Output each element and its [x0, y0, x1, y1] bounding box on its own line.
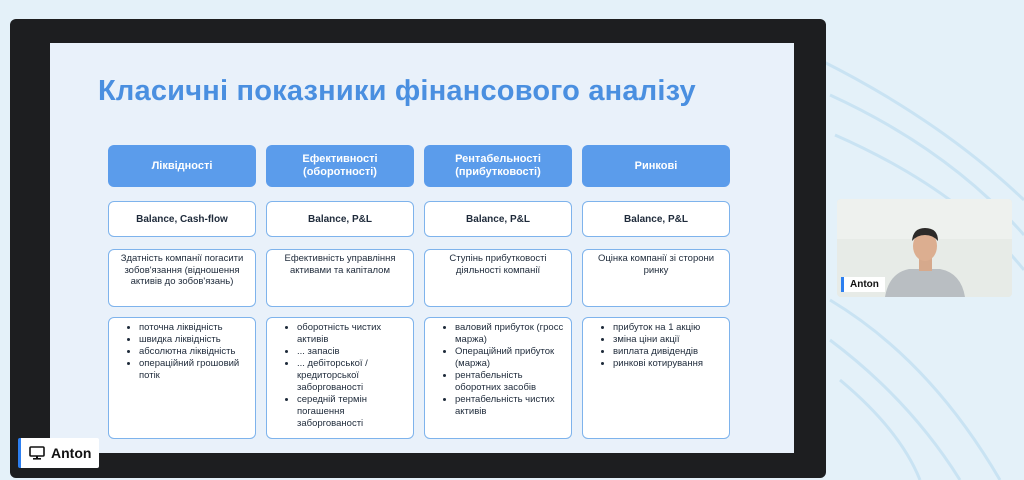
- list-item: • оборотність чистих активів: [297, 322, 407, 346]
- list-item: • поточна ліквідність: [139, 322, 249, 334]
- presenter-name: Anton: [51, 445, 92, 461]
- column-description: Оцінка компанії зі сторони ринку: [582, 249, 730, 307]
- column-items: [424, 317, 572, 439]
- presenter-badge: [18, 438, 99, 468]
- column-items: [108, 317, 256, 439]
- list-item: • операційний грошовий потік: [139, 358, 249, 382]
- column-header: Ринкові: [582, 145, 730, 187]
- column-source: Balance, P&L: [424, 201, 572, 237]
- column-source: Balance, Cash-flow: [108, 201, 256, 237]
- list-item: • Операційний прибуток (маржа): [455, 346, 565, 370]
- slide-title: Класичні показники фінансового аналізу: [98, 75, 696, 107]
- column-header: Ефективності (оборотності): [266, 145, 414, 187]
- list-item: • зміна ціни акції: [613, 334, 703, 346]
- list-item: • виплата дивідендів: [613, 346, 703, 358]
- column-header: Рентабельності (прибутковості): [424, 145, 572, 187]
- list-item: • рентабельність чистих активів: [455, 394, 565, 418]
- screen-share-window: [10, 19, 826, 478]
- list-item: • ... дебіторської / кредиторської заборгованості: [297, 358, 407, 394]
- list-item: • ... запасів: [297, 346, 407, 358]
- column-items: [266, 317, 414, 439]
- list-item: • середній термін погашення заборгованості: [297, 394, 407, 430]
- column-description: Здатність компанії погасити зобов'язання (відношення активів до зобов'язань): [108, 249, 256, 307]
- list-item: • ринкові котирування: [613, 358, 703, 370]
- column-description: Ступінь прибутковості діяльності компанії: [424, 249, 572, 307]
- participant-video-tile[interactable]: [837, 199, 1012, 297]
- presentation-slide: [50, 43, 794, 453]
- monitor-icon: [29, 446, 45, 460]
- column-source: Balance, P&L: [266, 201, 414, 237]
- column-source: Balance, P&L: [582, 201, 730, 237]
- list-item: • швидка ліквідність: [139, 334, 249, 346]
- list-item: • рентабельність оборотних засобів: [455, 370, 565, 394]
- list-item: • валовий прибуток (гросс маржа): [455, 322, 565, 346]
- column-items: [582, 317, 730, 439]
- column-header: Ліквідності: [108, 145, 256, 187]
- participant-name-label: Anton: [841, 277, 885, 292]
- list-item: • абсолютна ліквідність: [139, 346, 249, 358]
- column-description: Ефективність управління активами та капіталом: [266, 249, 414, 307]
- list-item: • прибуток на 1 акцію: [613, 322, 703, 334]
